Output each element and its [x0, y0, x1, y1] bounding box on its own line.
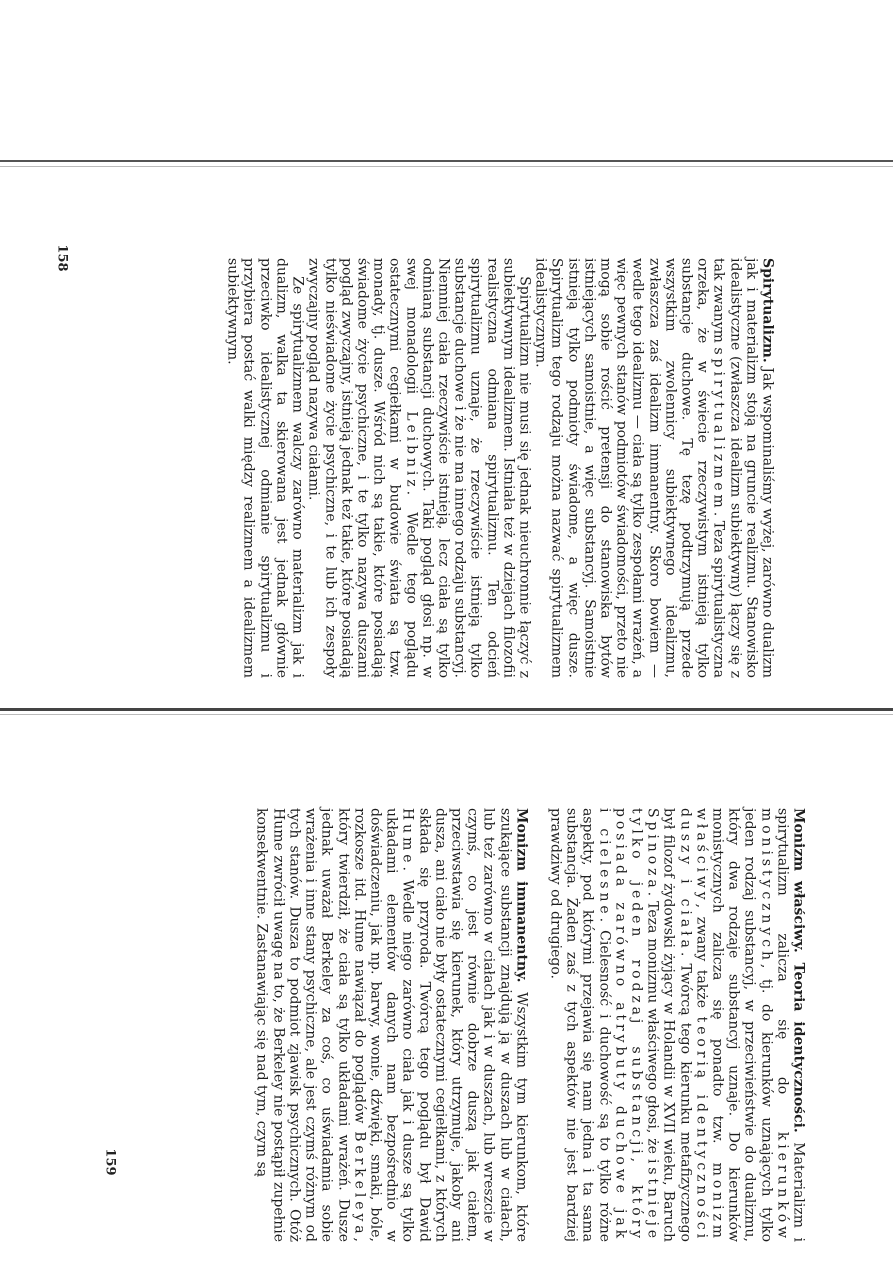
page-number-159: 159	[102, 1148, 118, 1176]
text-run: Jak wspominaliśmy wyżej, zarówno dualizm jak i materializm stoją na gruncie realizmu. Stanowisko idealistyczne (zwłaszcza idealizm subiektywny) łączy się z tak zwanym	[710, 258, 776, 678]
text-run: . Twórcą tego kierunku metafizycznego był filozof żydowski żyjący w Holandii w XVII wieku, Baruch	[660, 808, 693, 1242]
top-rule	[0, 160, 893, 162]
text-run: . Cielesność i duchowość są to tylko różne aspekty, pod którymi przejawia się nam jedna i ta sama substancja. Żaden zaś z tych aspektów nie jest bardziej prawdziwy od drugiego.	[547, 808, 612, 1242]
text-run: Spirytualizm nie musi się jednak nieuchronnie łączyć z subiektywnym idealizmem. Istniała też w dziejach filozofii realistyczna odmiana spirytualizmu. Ten odcień spirytualizmu uznaje, że rzeczywiście istnieją tylko substancje duchowe i że nie ma innego rodzaju substancyj. Niemniej ciała rzeczywiście istnieją, lecz ciała są tylko odmianą substancji duchowych. Taki pogląd głosi np. w swej monadologii	[402, 258, 533, 678]
spaced-term: Berkeleya	[351, 1131, 368, 1238]
paragraph-struggle	[225, 258, 306, 678]
text-run: . Teza monizmu właściwego głosi, że	[644, 891, 661, 1159]
page-159-text	[254, 808, 807, 1242]
page-divider-rule	[0, 708, 893, 711]
paragraph-spirytualizm	[532, 258, 775, 678]
text-run: Ze spirytualizmem walczy zarówno materializm jak i dualizm, walka ta skierowana jest jednak głównie przeciwko idealistycznej odmianie spirytualizmu i przybiera postać walki między realizmem a idealizmem subiektywnym.	[224, 258, 306, 678]
heading-spirytualizm: Spirytualizm.	[759, 258, 776, 363]
text-run: , tj. do kierunków uznających tylko jeden rodzaj substancyj, w przeciwieństwie do dualizmu, który dwa rodzaje substancyj uznaje. Do kierunków monistycznych zalicza się ponadto tzw.	[709, 808, 774, 1242]
paragraph-realistic-spiritualism	[306, 258, 533, 678]
spaced-term: teorią identyczności duszy i ciała	[676, 808, 710, 1242]
spaced-term: Hume	[399, 808, 416, 867]
spaced-term: istnieje tylko jeden rodzaj substancji, który posiada zarówno atrybuty duchowe jak i cielesne	[595, 808, 661, 1242]
spaced-term: kierunków monistycznych	[757, 808, 791, 1242]
text-run: . Wedle niego zarówno ciała jak i dusze są tylko układami elementów danych nam bezpośrednio w doświadczeniu, jak np. barwy, wonie, dźwięki, smaki, bóle, rozkosze itd. Hume nawiązał do poglądów	[351, 808, 416, 1242]
text-run: . Teza spirytualistyczna orzeka, że w świecie rzeczywistym istnieją tylko substancje duchowe. Tę tezę podtrzymują przede wszystkim zwolennicy subiektywnego idealizmu, zwłaszcza zaś idealizm immanentny. Skoro bowiem — wedle tego idealizmu — ciała są tylko zespołami wrażeń, a więc pewnych stanów podmiotów świadomości, przeto nie mogą sobie rościć pretensji do stanowiska bytów istniejących samoistnie, a więc substancyj. Samoistnie istnieją tylko podmioty świadome, a więc dusze. Spirytualizm tego rodzaju można nazwać spirytualizmem idealistycznym.	[532, 258, 727, 678]
paragraph-monizm-immanentny	[254, 808, 529, 1242]
text-run: Materializm i spirytualizm zalicza się do	[774, 808, 807, 1243]
spaced-term: spirytualizmem	[710, 347, 727, 512]
page-158-text	[225, 258, 776, 678]
text-run: . Wedle tego poglądu ostatecznymi cegiełkami w budowie świata są tzw. monady, tj. dusze. Wśród nich są takie, które posiadają świadome życie psychiczne, i te tylko nazywa duszami pogląd zwyczajny, istnieją jednak też takie, które posiadają tylko nieświadome życie psychiczne, i te lub ich zespoły zwyczajny pogląd nazywa ciałami.	[305, 258, 419, 679]
text-run: , który twierdził, że ciała są tylko układami wrażeń. Dusze jednak uważał Berkeley za coś, co uświadamia sobie wrażenia i inne stany psychiczne, ale jest czymś różnym od tych stanów. Dusza to podmiot zjawisk psychicznych. Otóż Hume zwrócił uwagę na to, że Berkeley nie postąpił zupełnie konsekwentnie. Zastanawiając się nad tym, czym są	[253, 808, 368, 1242]
paragraph-monizm-wlasciwy	[547, 808, 806, 1242]
text-run: Wszystkim tym kierunkom, które szukające substancji znajdują ją w duszach lub w ciałach, lub też zarówno w ciałach jak i w duszach, lub wreszcie w czymś, co jest równie dobrze duszą jak ciałem, przeciwstawia się kierunek, który utrzymuje, jakoby ani dusza, ani ciało nie były ostatecznymi cegiełkami, z których składa się przyroda. Twórcą tego poglądu był Dawid	[415, 808, 530, 1242]
spaced-term: monizm właściwy	[693, 808, 726, 1242]
heading-monizm-wlasciwy: Monizm właściwy. Teoria identyczności.	[790, 808, 807, 1133]
spaced-term: Spinoza	[644, 808, 661, 892]
spaced-term: Leibniz	[402, 411, 419, 491]
page-number-158: 158	[54, 244, 70, 272]
heading-monizm-immanentny: Monizm immanentny.	[513, 808, 530, 983]
text-run: , zwany także	[693, 903, 710, 1017]
